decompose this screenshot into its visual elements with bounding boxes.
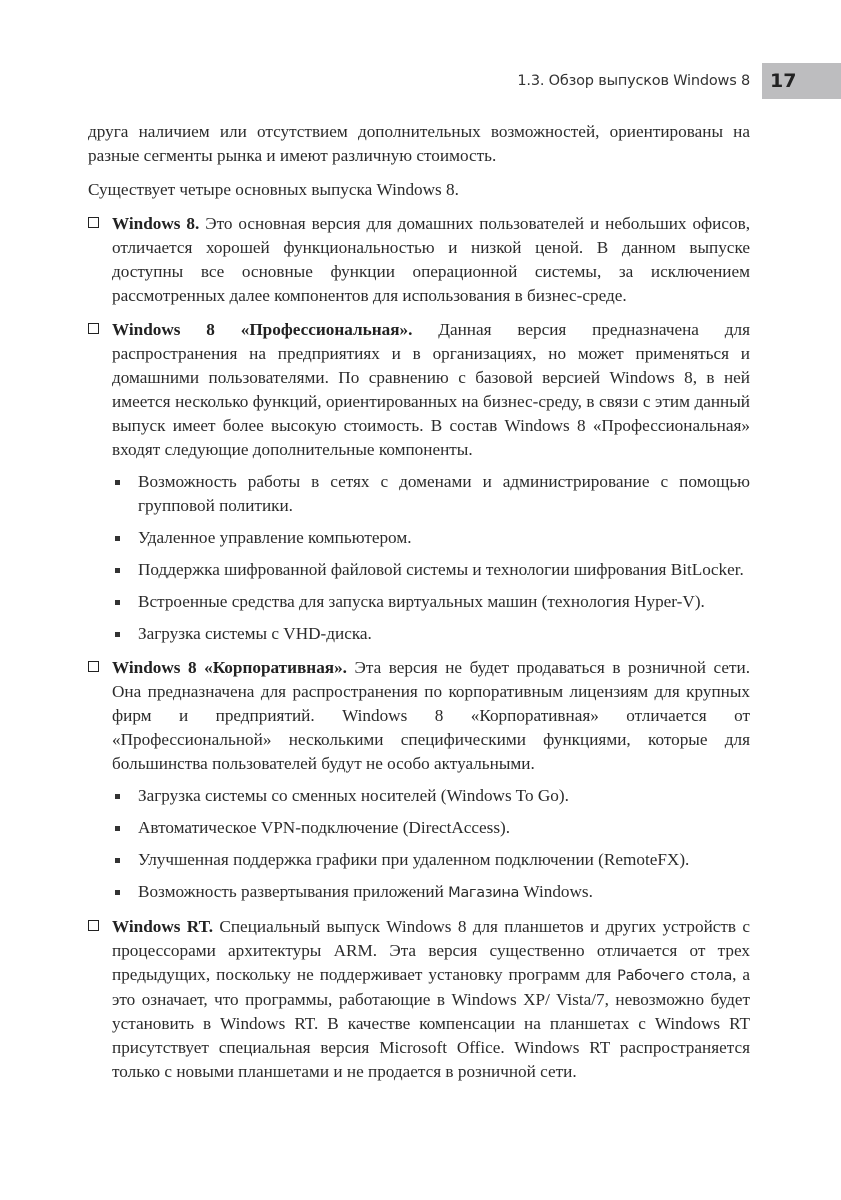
feature-item	[88, 622, 750, 646]
edition-text-after: , а это означает, что программы, работающие в Windows XP/ Vista/7, невозможно будет установить в Windows RT. В качестве компенсации на планшетах с Windows RT присутствует специальная версия Microsoft Office. Windows RT распространяется только с новыми планшетами и не продается в розничной сети.	[112, 965, 750, 1081]
feature-text: Загрузка системы со сменных носителей (Windows To Go).	[138, 786, 569, 805]
square-bullet-icon	[115, 536, 120, 541]
edition-item	[88, 915, 750, 1084]
edition-text: Это основная версия для домашних пользователей и небольших офисов, отличается хорошей функциональностью и низкой ценой. В данном выпуске доступны все основные функции операционной системы, за исключением рассмотренных далее компонентов для использования в бизнес-среде.	[112, 214, 751, 305]
feature-item	[88, 470, 750, 518]
ui-term: Магазина	[448, 885, 520, 901]
page-header	[517, 63, 841, 99]
edition-text-before: Специальный выпуск Windows 8 для планшетов и других устройств с процессорами архитектуры ARM. Эта версия существенно отличается от трех предыдущих, поскольку не поддерживает установку программ для	[112, 917, 750, 984]
feature-text: Улучшенная поддержка графики при удаленном подключении (RemoteFX).	[138, 850, 690, 869]
square-bullet-icon	[115, 568, 120, 573]
feature-text: Поддержка шифрованной файловой системы и технологии шифрования BitLocker.	[138, 560, 744, 579]
feature-item	[88, 526, 750, 550]
feature-text: Загрузка системы с VHD-диска.	[138, 624, 372, 643]
page-body	[88, 120, 750, 1084]
feature-item	[88, 848, 750, 872]
page-number: 17	[762, 63, 841, 99]
ui-term: Рабочего стола	[617, 968, 733, 984]
feature-text: Автоматическое VPN-подключение (DirectAccess).	[138, 818, 511, 837]
feature-text-before: Возможность развертывания приложений	[138, 882, 449, 901]
edition-item	[88, 656, 750, 776]
square-bullet-icon	[115, 632, 120, 637]
edition-text: Эта версия не будет продаваться в розничной сети. Она предназначена для распространения по корпоративным лицензиям для крупных фирм и предприятий. Windows 8 «Корпоративная» отличается от «Профессиональной» несколькими специфическими функциями, которые для большинства пользователей будут не особо актуальными.	[112, 658, 750, 773]
checkbox-bullet-icon	[88, 920, 99, 931]
square-bullet-icon	[115, 600, 120, 605]
feature-item	[88, 880, 750, 905]
intro-lead: Существует четыре основных выпуска Windows 8.	[88, 180, 459, 199]
checkbox-bullet-icon	[88, 661, 99, 672]
feature-text: Удаленное управление компьютером.	[138, 528, 412, 547]
square-bullet-icon	[115, 890, 120, 895]
square-bullet-icon	[115, 858, 120, 863]
edition-text: Данная версия предназначена для распространения на предприятиях и в организациях, но может применяться и домашними пользователями. По сравнению с базовой версией Windows 8, в ней имеется несколько функций, ориентированных на бизнес-среду, в связи с этим данный выпуск имеет более высокую стоимость. В состав Windows 8 «Профессиональная» входят следующие дополнительные компоненты.	[112, 320, 750, 459]
edition-title: Windows 8 «Корпоративная».	[112, 658, 347, 677]
checkbox-bullet-icon	[88, 323, 99, 334]
feature-item	[88, 816, 750, 840]
checkbox-bullet-icon	[88, 217, 99, 228]
edition-title: Windows 8 «Профессиональная».	[112, 320, 413, 339]
square-bullet-icon	[115, 794, 120, 799]
square-bullet-icon	[115, 480, 120, 485]
feature-item	[88, 590, 750, 614]
feature-text-after: Windows.	[519, 882, 593, 901]
edition-title: Windows 8.	[112, 214, 200, 233]
feature-text: Возможность работы в сетях с доменами и администрирование с помощью групповой политики.	[138, 472, 750, 515]
edition-title: Windows RT.	[112, 917, 214, 936]
intro-continuation: друга наличием или отсутствием дополнительных возможностей, ориентированы на разные сегменты рынка и имеют различную стоимость.	[88, 122, 750, 165]
edition-item	[88, 212, 750, 308]
square-bullet-icon	[115, 826, 120, 831]
feature-item	[88, 784, 750, 808]
running-head: 1.3. Обзор выпусков Windows 8	[517, 73, 750, 89]
feature-text: Встроенные средства для запуска виртуальных машин (технология Hyper-V).	[138, 592, 705, 611]
feature-item	[88, 558, 750, 582]
edition-item	[88, 318, 750, 462]
